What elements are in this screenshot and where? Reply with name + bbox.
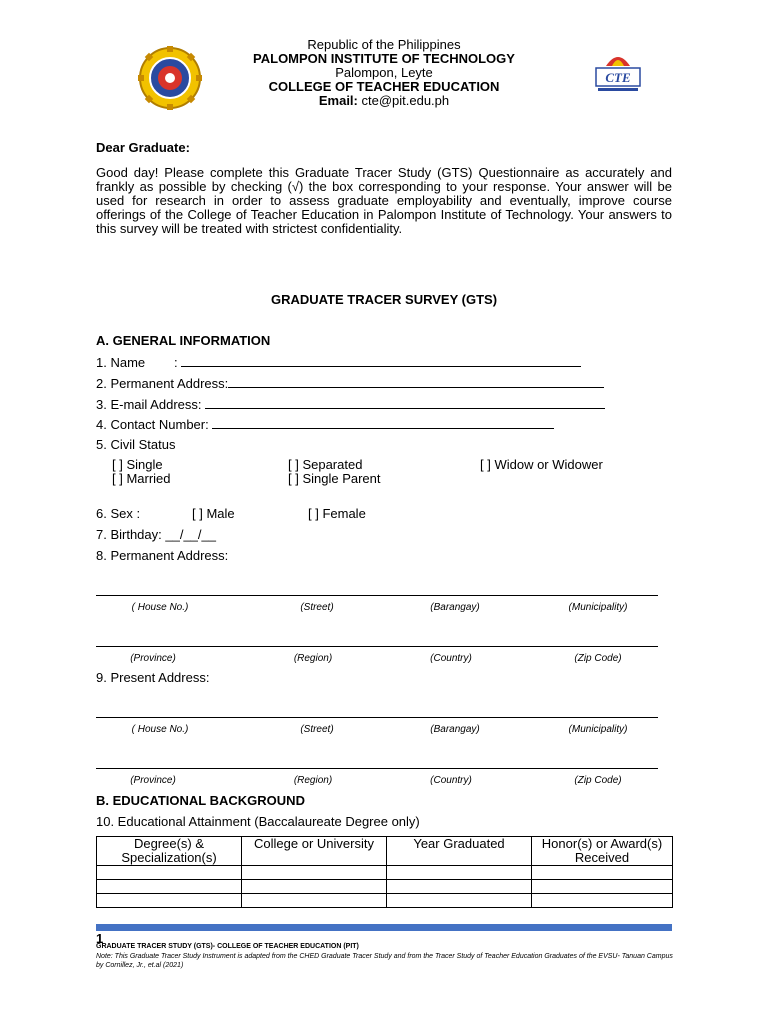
permanent-address-row: [96, 375, 604, 391]
email-line: [200, 94, 568, 108]
table-cell[interactable]: [242, 866, 387, 880]
caption-municipality: (Municipality): [568, 602, 628, 613]
sex-label: 6. Sex :: [96, 506, 141, 521]
sex-option-female[interactable]: [ ] Female: [308, 506, 366, 521]
table-cell[interactable]: [242, 880, 387, 894]
table-cell[interactable]: [97, 880, 242, 894]
permanent-address-line-1[interactable]: [96, 595, 658, 596]
civil-option-widow[interactable]: [ ] Widow or Widower: [480, 457, 603, 472]
location-line: Palompon, Leyte: [335, 65, 433, 80]
footer-bar: [96, 924, 672, 931]
educational-attainment-question: 10. Educational Attainment (Baccalaureate Degree only): [96, 814, 420, 829]
col-college: College or University: [242, 837, 387, 866]
caption-province: (Province): [130, 775, 176, 786]
page-number: 1: [96, 931, 104, 946]
name-field[interactable]: [181, 354, 581, 367]
caption-zip-code: (Zip Code): [574, 653, 622, 664]
footer-note: Note: This Graduate Tracer Study Instrument is adapted from the CHED Graduate Tracer Study and from the Tracer Study of Teacher Education Graduates of the EVSU- Tanuan Campus by Cornillez, Jr., et.al (2021): [96, 953, 673, 969]
email-row: [96, 396, 605, 412]
footer-title: GRADUATE TRACER STUDY (GTS)- COLLEGE OF TEACHER EDUCATION (PIT): [96, 943, 359, 950]
birthday-field[interactable]: 7. Birthday: __/__/__: [96, 527, 216, 542]
present-address-question: 9. Present Address:: [96, 670, 210, 685]
email-label: Email:: [318, 93, 358, 108]
caption-house-no: ( House No.): [131, 724, 189, 735]
contact-number-label: 4. Contact Number:: [96, 417, 209, 432]
salutation: Dear Graduate:: [96, 140, 190, 155]
education-table-header: [97, 837, 673, 866]
contact-number-field[interactable]: [212, 416, 554, 429]
table-row: [97, 866, 673, 880]
permanent-address-label: 2. Permanent Address:: [96, 376, 229, 391]
table-cell[interactable]: [532, 866, 673, 880]
table-cell[interactable]: [387, 894, 532, 908]
pit-seal-logo: [138, 46, 202, 110]
civil-option-married[interactable]: [ ] Married: [112, 471, 171, 486]
col-honors: Honor(s) or Award(s) Received: [532, 837, 673, 866]
letterhead: [200, 38, 568, 108]
col-year-graduated: Year Graduated: [387, 837, 532, 866]
caption-municipality: (Municipality): [568, 724, 628, 735]
caption-street: (Street): [300, 602, 334, 613]
table-row: [97, 894, 673, 908]
survey-title: GRADUATE TRACER SURVEY (GTS): [270, 292, 498, 307]
caption-barangay: (Barangay): [430, 724, 480, 735]
civil-option-single-parent[interactable]: [ ] Single Parent: [288, 471, 381, 486]
caption-barangay: (Barangay): [430, 602, 480, 613]
name-field-row: [96, 354, 581, 370]
civil-option-separated[interactable]: [ ] Separated: [288, 457, 363, 472]
caption-region: (Region): [293, 775, 333, 786]
sex-option-male[interactable]: [ ] Male: [192, 506, 235, 521]
table-cell[interactable]: [242, 894, 387, 908]
republic-line: Republic of the Philippines: [307, 37, 461, 52]
section-a-heading: A. GENERAL INFORMATION: [96, 333, 271, 348]
section-b-heading: B. EDUCATIONAL BACKGROUND: [96, 793, 305, 808]
intro-paragraph: Good day! Please complete this Graduate Tracer Study (GTS) Questionnaire as accurately and frankly as possible by checking (√) the box corresponding to your response. Your answer will be used for research in order to assess graduate employability and eventually, improve course offerings of the College of Teacher Education in Palompon Institute of Technology. Your answers to this survey will be treated with strictest confidentiality.: [96, 165, 672, 236]
civil-option-single[interactable]: [ ] Single: [112, 457, 163, 472]
cte-logo-text: CTE: [605, 70, 631, 85]
permanent-address-line-2[interactable]: [96, 646, 658, 647]
contact-row: [96, 416, 554, 432]
civil-status-label: 5. Civil Status: [96, 437, 176, 452]
email-value: cte@pit.edu.ph: [357, 93, 450, 108]
table-cell[interactable]: [97, 894, 242, 908]
caption-house-no: ( House No.): [131, 602, 189, 613]
college-name: COLLEGE OF TEACHER EDUCATION: [268, 79, 500, 94]
caption-zip-code: (Zip Code): [574, 775, 622, 786]
caption-street: (Street): [300, 724, 334, 735]
present-address-line-1[interactable]: [96, 717, 658, 718]
table-row: [97, 880, 673, 894]
email-address-field[interactable]: [205, 396, 605, 409]
table-cell[interactable]: [532, 880, 673, 894]
permanent-address-field[interactable]: [228, 375, 604, 388]
email-address-label: 3. E-mail Address:: [96, 397, 202, 412]
caption-country: (Country): [430, 775, 472, 786]
institution-name: PALOMPON INSTITUTE OF TECHNOLOGY: [253, 51, 515, 66]
caption-country: (Country): [430, 653, 472, 664]
col-degree: Degree(s) & Specialization(s): [97, 837, 242, 866]
cte-logo: [588, 46, 648, 96]
name-label: 1. Name :: [96, 355, 178, 370]
caption-region: (Region): [293, 653, 333, 664]
table-cell[interactable]: [387, 866, 532, 880]
caption-province: (Province): [130, 653, 176, 664]
permanent-address-question: 8. Permanent Address:: [96, 548, 229, 563]
table-cell[interactable]: [97, 866, 242, 880]
table-cell[interactable]: [532, 894, 673, 908]
present-address-line-2[interactable]: [96, 768, 658, 769]
table-cell[interactable]: [387, 880, 532, 894]
education-table: [96, 836, 673, 908]
